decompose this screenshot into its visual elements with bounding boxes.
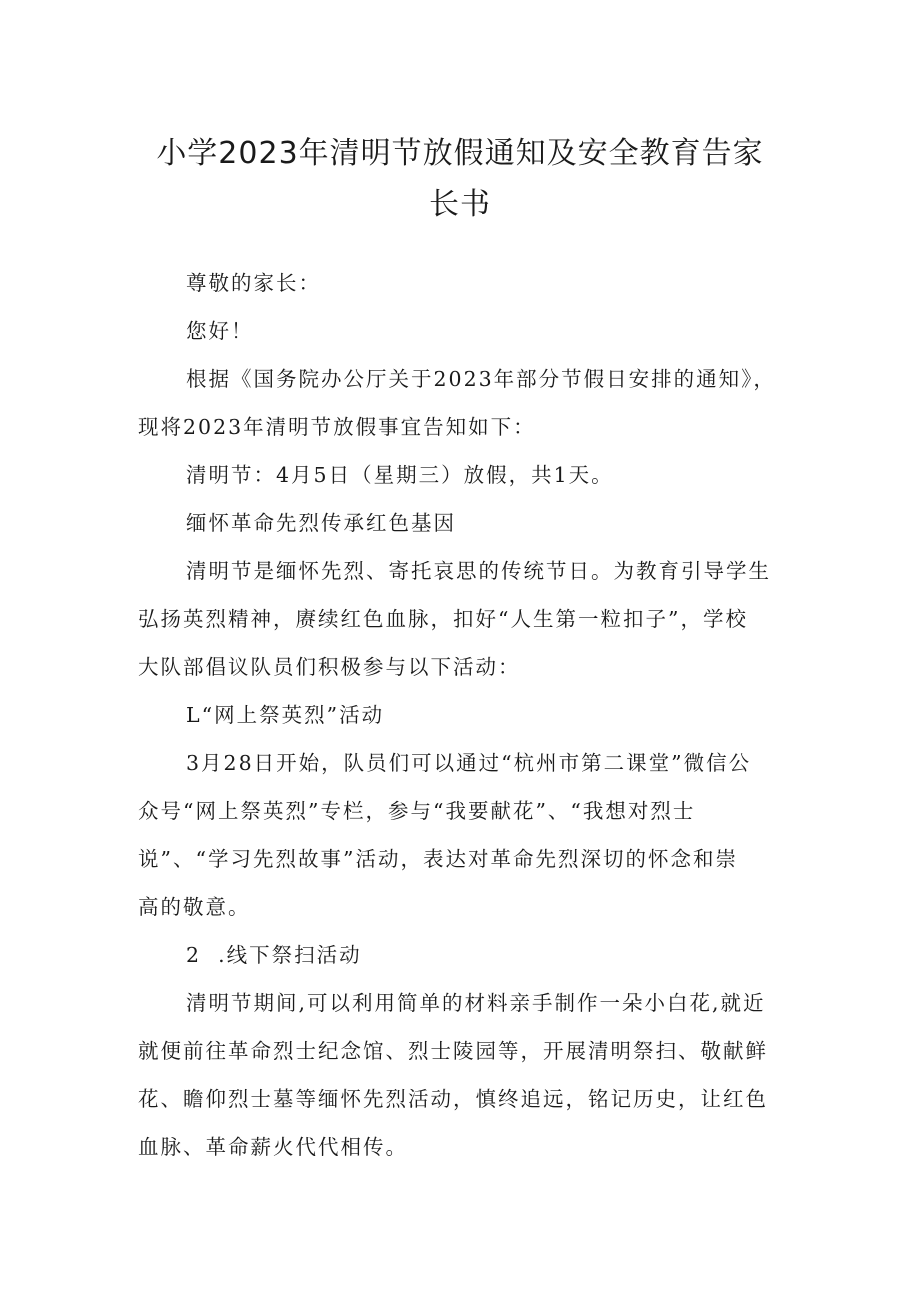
hello-line: 您好！	[186, 319, 254, 343]
paragraph-notice-line-2: 现将2023年清明节放假事宜告知如下：	[138, 415, 536, 439]
greeting: 尊敬的家长：	[186, 271, 321, 295]
paragraph-holiday-date: 清明节：4月5日（星期三）放假，共1天。	[186, 463, 614, 487]
paragraph-notice-line-1: 根据《国务院办公厅关于2023年部分节假日安排的通知》，	[186, 367, 776, 391]
paragraph-intro-line-1: 清明节是缅怀先烈、寄托哀思的传统节日。为教育引导学生	[186, 559, 771, 583]
paragraph-intro-line-2: 弘扬英烈精神，赓续红色血脉，扣好“人生第一粒扣子”，学校	[138, 607, 748, 631]
document-title-line-1: 小学2023年清明节放假通知及安全教育告家	[156, 136, 764, 171]
paragraph-offline-line-3: 花、瞻仰烈士墓等缅怀先烈活动，慎终追远，铭记历史，让红色	[138, 1087, 768, 1111]
paragraph-online-line-4: 高的敬意。	[138, 895, 251, 919]
paragraph-offline-line-1: 清明节期间,可以利用简单的材料亲手制作一朵小白花,就近	[186, 991, 766, 1015]
item-1-heading: L“网上祭英烈”活动	[186, 703, 385, 727]
paragraph-online-line-3: 说”、“学习先烈故事”活动，表达对革命先烈深切的怀念和崇	[138, 847, 738, 871]
paragraph-notice	[138, 355, 788, 451]
paragraph-online-line-1: 3月28日开始，队员们可以通过“杭州市第二课堂”微信公	[186, 751, 752, 775]
paragraph-online-activity	[138, 739, 788, 931]
paragraph-online-line-2: 众号“网上祭英烈”专栏，参与“我要献花”、“我想对烈士	[138, 799, 696, 823]
document-body	[138, 259, 788, 1171]
paragraph-offline-line-4: 血脉、革命薪火代代相传。	[138, 1135, 408, 1159]
section-heading: 缅怀革命先烈传承红色基因	[186, 511, 456, 535]
paragraph-offline-line-2: 就便前往革命烈士纪念馆、烈士陵园等，开展清明祭扫、敬献鲜	[138, 1039, 768, 1063]
paragraph-intro-line-3: 大队部倡议队员们积极参与以下活动：	[138, 655, 521, 679]
item-2-heading: 2 .线下祭扫活动	[186, 943, 362, 967]
paragraph-offline-activity	[138, 979, 788, 1171]
document-title-line-2: 长书	[429, 187, 491, 222]
paragraph-intro	[138, 547, 788, 691]
